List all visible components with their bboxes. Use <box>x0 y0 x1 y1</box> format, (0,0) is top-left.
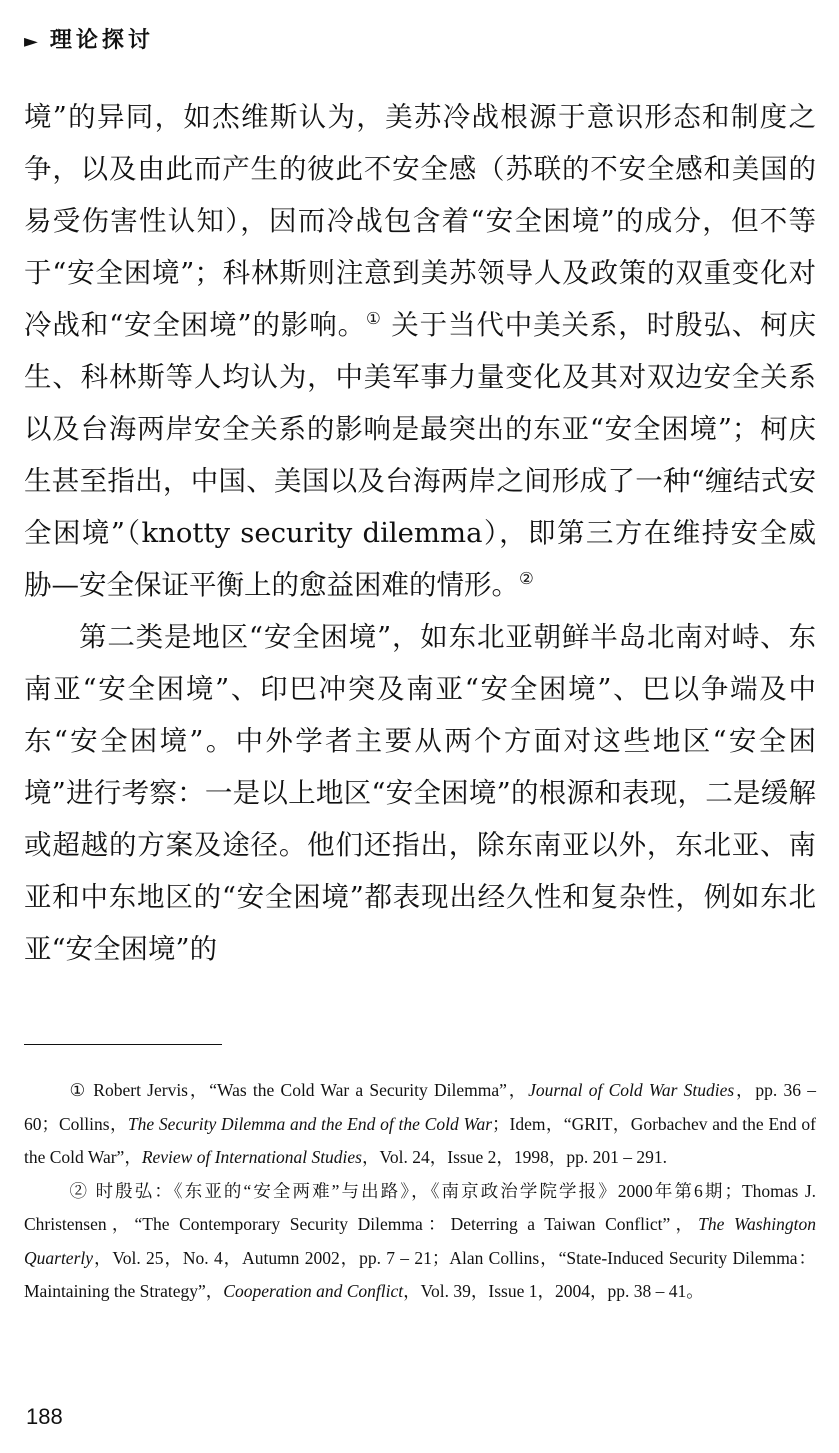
footnote-2-text-2: ，Vol. 25，No. 4，Autumn 2002，pp. 7 – 21；Alan Collins，“State-Induced Security Dilemma：Maintaining the Strategy”， <box>24 1247 816 1301</box>
main-text <box>24 91 816 975</box>
footnote-2 <box>24 1175 816 1309</box>
footnote-1-text-4: ，Vol. 24，Issue 2，1998，pp. 201 – 291. <box>362 1147 667 1167</box>
footnote-ref-1[interactable]: ① <box>365 308 382 328</box>
footnote-2-mark: ② <box>69 1180 90 1201</box>
paragraph-1-part-a: 境”的异同，如杰维斯认为，美苏冷战根源于意识形态和制度之争，以及由此而产生的彼此不安全感（苏联的不安全感和美国的易受伤害性认知），因而冷战包含着“安全困境”的成分，但不等于“安全困境”；科林斯则注意到美苏领导人及政策的双重变化对冷战和“安全困境”的影响。 <box>24 101 816 341</box>
footnote-1-mark: ① <box>69 1080 88 1100</box>
footnote-1-text-1: Robert Jervis，“Was the Cold War a Security Dilemma”， <box>93 1080 529 1100</box>
paragraph-1-part-b: 关于当代中美关系，时殷弘、柯庆生、科林斯等人均认为，中美军事力量变化及其对双边安全关系以及台海两岸安全关系的影响是最突出的东亚“安全困境”；柯庆生甚至指出，中国、美国以及台海两岸之间形成了一种“缠结式安全困境”（knotty security dilemma），即第三方在维持安全威胁—安全保证平衡上的愈益困难的情形。 <box>24 309 817 601</box>
footnote-2-text-1: 时殷弘：《东亚的“安全两难”与出路》，《南京政治学院学报》2000年第6期；Thomas J. Christensen，“The Contemporary Security Dilemma：Deterring a Taiwan Conflict”， <box>24 1180 817 1234</box>
footnote-1 <box>24 1074 816 1175</box>
running-header <box>24 26 154 56</box>
footnote-ref-2[interactable]: ② <box>519 568 534 588</box>
footnote-2-text-3: ，Vol. 39，Issue 1，2004，pp. 38 – 41。 <box>403 1281 704 1301</box>
section-title: 理论探讨 <box>49 28 154 53</box>
paragraph-1 <box>24 91 816 611</box>
footnote-divider <box>24 1044 222 1045</box>
footnote-1-review: Review of International Studies <box>141 1147 362 1167</box>
footnote-1-text-2: ，pp. 36 – 60；Collins， <box>24 1080 816 1134</box>
triangle-marker-icon: ► <box>24 31 38 52</box>
paragraph-2: 第二类是地区“安全困境”，如东北亚朝鲜半岛北南对峙、东南亚“安全困境”、印巴冲突及南亚“安全困境”、巴以争端及中东“安全困境”。中外学者主要从两个方面对这些地区“安全困境”进行考察：一是以上地区“安全困境”的根源和表现，二是缓解或超越的方案及途径。他们还指出，除东南亚以外，东北亚、南亚和中东地区的“安全困境”都表现出经久性和复杂性，例如东北亚“安全困境”的 <box>24 621 816 965</box>
footnotes <box>24 1074 816 1309</box>
footnote-1-journal: Journal of Cold War Studies <box>528 1080 735 1100</box>
footnote-1-text-3: ；Idem，“GRIT，Gorbachev and the End of the Cold War”， <box>24 1113 817 1167</box>
footnote-2-journal: The Washington Quarterly <box>24 1214 816 1268</box>
footnote-2-journal-2: Cooperation and Conflict <box>223 1281 404 1301</box>
footnote-1-book: The Security Dilemma and the End of the Cold War <box>127 1113 493 1134</box>
page-number: 188 <box>26 1404 63 1429</box>
